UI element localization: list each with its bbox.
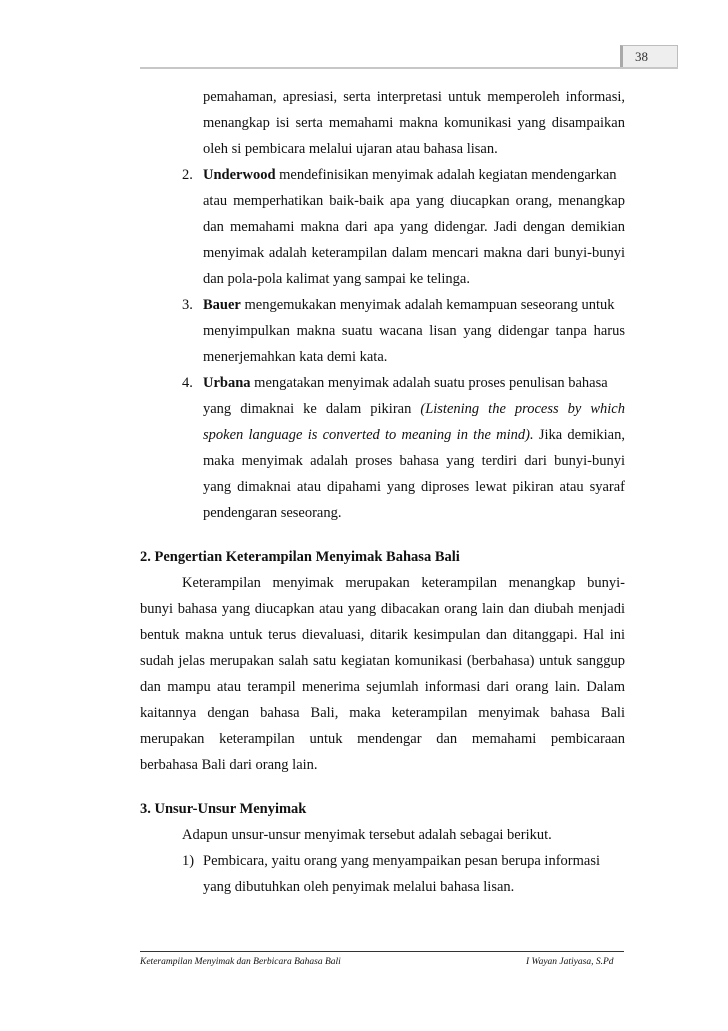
section3-intro: Adapun unsur-unsur menyimak tersebut adalah sebagai berikut. bbox=[182, 827, 552, 843]
item3-line-3: menerjemahkan kata demi kata. bbox=[203, 349, 388, 365]
item4-line-3 bbox=[203, 426, 625, 444]
item2-line-3: dan memahami makna dari apa yang didengar. Jadi dengan demikian bbox=[203, 219, 625, 235]
section2-line-7: merupakan keterampilan untuk mendengar dan memahami pembicaraan bbox=[140, 731, 625, 747]
item2-line-1-rest: mendefinisikan menyimak adalah kegiatan mendengarkan bbox=[275, 167, 617, 183]
header-rule bbox=[140, 67, 678, 69]
footer-book-title: Keterampilan Menyimak dan Berbicara Bahasa Bali bbox=[140, 957, 341, 967]
section2-heading: 2. Pengertian Keterampilan Menyimak Bahasa Bali bbox=[140, 549, 460, 565]
item2-name: Underwood bbox=[203, 167, 276, 183]
page-number: 38 bbox=[635, 49, 648, 64]
item2-line-2: atau memperhatikan baik-baik apa yang diucapkan orang, menangkap bbox=[203, 193, 625, 209]
item4-line-1 bbox=[203, 374, 608, 392]
item3-line-1 bbox=[203, 296, 615, 314]
item2-line-1 bbox=[203, 166, 617, 184]
section2-line-6: kaitannya dengan bahasa Bali, maka keterampilan menyimak bahasa Bali bbox=[140, 705, 625, 721]
section2-line-3: bentuk makna untuk terus dievaluasi, ditarik kesimpulan dan ditanggapi. Hal ini bbox=[140, 627, 625, 643]
page-number-box bbox=[620, 45, 678, 69]
item4-line-1-rest: mengatakan menyimak adalah suatu proses penulisan bahasa bbox=[250, 375, 608, 391]
section3-item1-line-2: yang dibutuhkan oleh penyimak melalui bahasa lisan. bbox=[203, 879, 515, 895]
item3-number: 3. bbox=[182, 297, 193, 313]
item4-line-2-italic: (Listening the process by which bbox=[420, 401, 625, 417]
section3-item1-line-1: Pembicara, yaitu orang yang menyampaikan pesan berupa informasi bbox=[203, 853, 601, 869]
item2-number: 2. bbox=[182, 167, 193, 183]
section2-line-2: bunyi bahasa yang diucapkan atau yang dibacakan orang lain dan diubah menjadi bbox=[140, 601, 625, 617]
section2-line-5: dan mampu atau terampil menerima sejumlah informasi dari orang lain. Dalam bbox=[140, 679, 625, 695]
item3-name: Bauer bbox=[203, 297, 241, 313]
section2-line-4: sudah jelas merupakan salah satu kegiatan komunikasi (berbahasa) untuk sanggup bbox=[140, 653, 625, 669]
item4-line-3-italic: spoken language is converted to meaning in the mind). bbox=[203, 427, 534, 443]
item4-line-5: yang dimaknai atau dipahami yang diproses lewat pikiran atau syaraf bbox=[203, 479, 625, 495]
item4-line-2 bbox=[203, 400, 625, 418]
item1-line-1: pemahaman, apresiasi, serta interpretasi untuk memperoleh informasi, bbox=[203, 89, 625, 105]
item4-line-2-plain: yang dimaknai ke dalam pikiran bbox=[203, 401, 421, 417]
item4-line-3-plain: Jika demikian, bbox=[538, 427, 625, 443]
item4-name: Urbana bbox=[203, 375, 251, 391]
footer-author: I Wayan Jatiyasa, S.Pd bbox=[526, 957, 614, 967]
section3-heading: 3. Unsur-Unsur Menyimak bbox=[140, 801, 307, 817]
item1-line-2: menangkap isi serta memahami makna komunikasi yang disampaikan bbox=[203, 115, 625, 131]
item4-line-6: pendengaran seseorang. bbox=[203, 505, 342, 521]
section3-item1-number: 1) bbox=[182, 853, 195, 869]
footer-rule bbox=[140, 951, 624, 952]
item4-number: 4. bbox=[182, 375, 193, 391]
section2-line-8: berbahasa Bali dari orang lain. bbox=[140, 757, 318, 773]
item2-line-5: dan pola-pola kalimat yang sampai ke telinga. bbox=[203, 271, 470, 287]
item1-line-3: oleh si pembicara melalui ujaran atau bahasa lisan. bbox=[203, 141, 498, 157]
section2-line-1: Keterampilan menyimak merupakan keterampilan menangkap bunyi- bbox=[182, 575, 625, 591]
item2-line-4: menyimak adalah keterampilan dalam mencari makna dari bunyi-bunyi bbox=[203, 245, 625, 261]
item4-line-4: maka menyimak adalah proses bahasa yang terdiri dari bunyi-bunyi bbox=[203, 453, 625, 469]
item3-line-2: menyimpulkan makna suatu wacana lisan yang didengar tanpa harus bbox=[203, 323, 625, 339]
item3-line-1-rest: mengemukakan menyimak adalah kemampuan seseorang untuk bbox=[240, 297, 615, 313]
